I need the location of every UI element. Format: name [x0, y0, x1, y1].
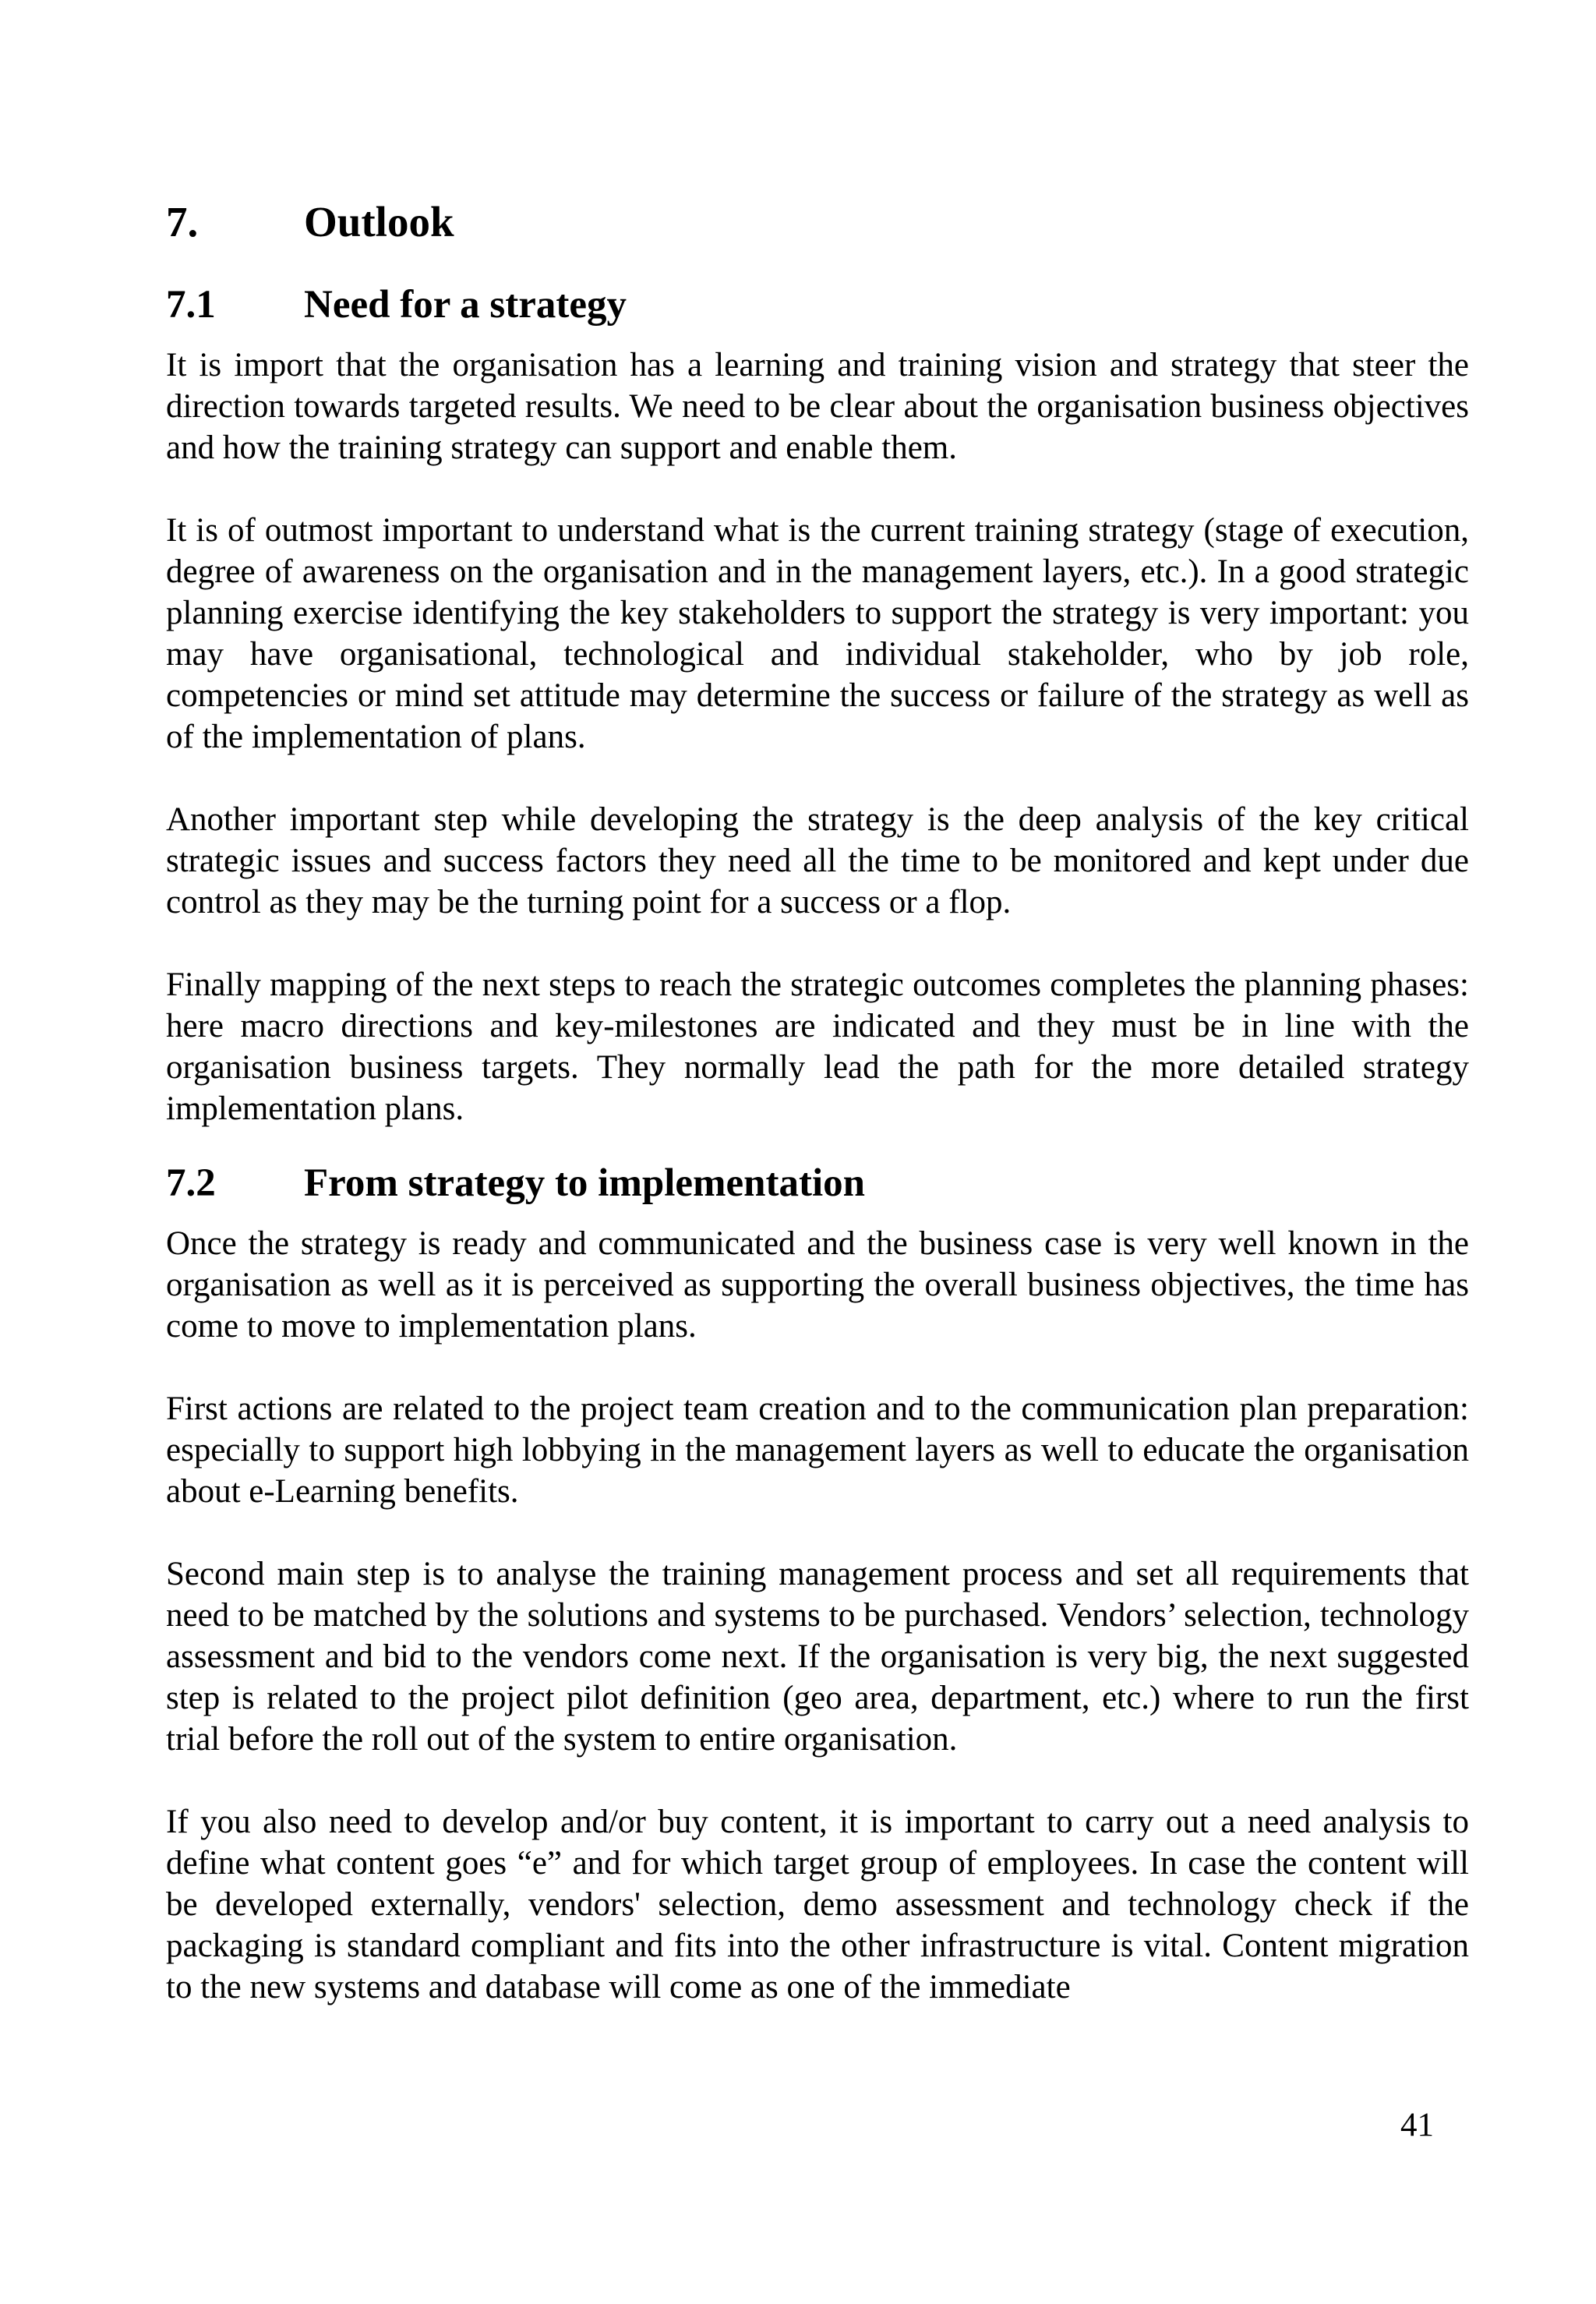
paragraph: First actions are related to the project team creation and to the communication plan preparation: especially to support high lobbying in the management layers as well to educate the organisation about e-Learning benefits. [166, 1391, 1469, 1510]
chapter-number: 7. [166, 198, 199, 246]
paragraph: If you also need to develop and/or buy content, it is important to carry out a need analysis to define what content goes “e” and for which target group of employees. In case the content will be developed externally, vendors' selection, demo assessment and technology check if the packaging is standard compliant and fits into the other infrastructure is vital. Content migration to the new systems and database will come as one of the immediate [166, 1804, 1469, 2005]
section-number: 7.1 [166, 283, 216, 327]
page-number: 41 [1400, 2107, 1434, 2143]
paragraph: Finally mapping of the next steps to reach the strategic outcomes completes the planning phases: here macro directions and key-milestones are indicated and they must be in line with the organisation business targets. They normally lead the path for the more detailed strategy implementation plans. [166, 966, 1469, 1127]
chapter-title: Outlook [304, 198, 454, 246]
document-page [166, 195, 1469, 2049]
section-title: From strategy to implementation [304, 1161, 865, 1205]
paragraph: It is of outmost important to understand what is the current training strategy (stage of execution, degree of awareness on the organisation and in the management layers, etc.). In a good strategic planning exercise identifying the key stakeholders to support the strategy is very important: you may have organisational, technological and individual stakeholder, who by job role, competencies or mind set attitude may determine the success or failure of the strategy as well as of the implementation of plans. [166, 512, 1469, 755]
paragraph: Once the strategy is ready and communicated and the business case is very well known in the organisation as well as it is perceived as supporting the overall business objectives, the time has come to move to implementation plans. [166, 1225, 1469, 1345]
section-heading-7-2 [166, 1157, 1469, 1209]
chapter-heading [166, 195, 1469, 249]
paragraph: Another important step while developing the strategy is the deep analysis of the key critical strategic issues and success factors they need all the time to be monitored and kept under due control as they may be the turning point for a success or a flop. [166, 801, 1469, 921]
paragraph: It is import that the organisation has a learning and training vision and strategy that steer the direction towards targeted results. We need to be clear about the organisation business objectives and how the training strategy can support and enable them. [166, 347, 1469, 466]
section-number: 7.2 [166, 1161, 216, 1205]
paragraph: Second main step is to analyse the training management process and set all requirements that need to be matched by the solutions and systems to be purchased. Vendors’ selection, technology assessment and bid to the vendors come next. If the organisation is very big, the next suggested step is related to the project pilot definition (geo area, department, etc.) where to run the first trial before the roll out of the system to entire organisation. [166, 1556, 1469, 1758]
section-heading-7-1 [166, 279, 1469, 330]
section-title: Need for a strategy [304, 283, 627, 327]
